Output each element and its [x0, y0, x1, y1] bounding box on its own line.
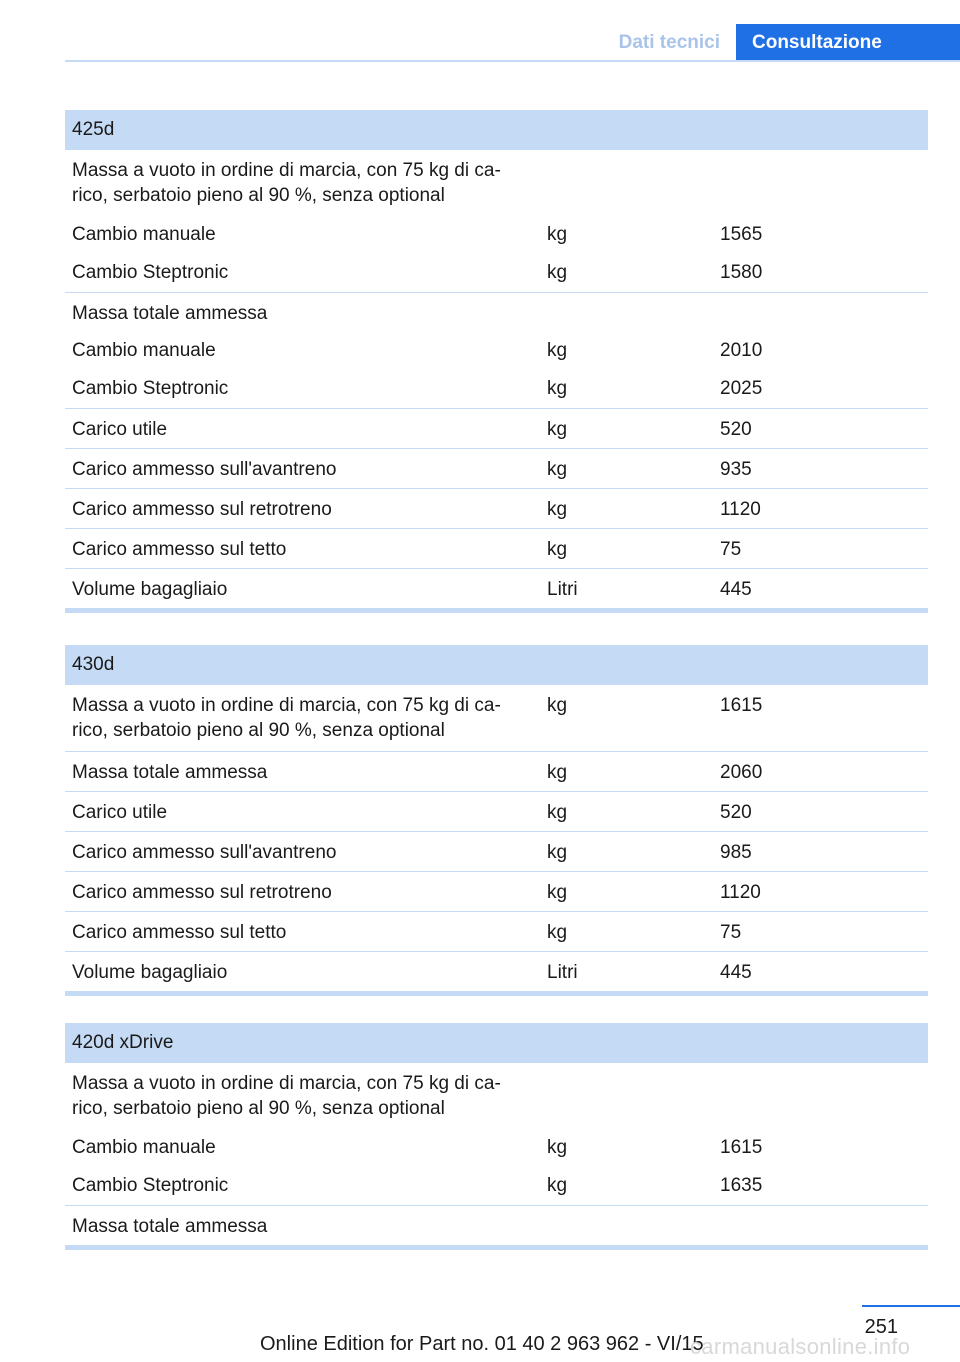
- table-row: [65, 448, 928, 488]
- label-line-2: rico, serbatoio pieno al 90 %, senza optional: [72, 185, 445, 206]
- row-unit: kg: [547, 224, 568, 245]
- row-value: 445: [720, 579, 752, 600]
- row-unit: kg: [547, 1137, 568, 1158]
- table-title: 420d xDrive: [65, 1023, 928, 1063]
- row-value: 2060: [720, 762, 763, 783]
- row-value: 75: [720, 539, 742, 560]
- row-label: [65, 158, 540, 208]
- row-unit: kg: [547, 1175, 568, 1196]
- table-row: [65, 528, 928, 568]
- label-line-2: rico, serbatoio pieno al 90 %, senza optional: [72, 720, 445, 741]
- row-label: Cambio Steptronic: [72, 262, 229, 283]
- row-value: 445: [720, 962, 752, 983]
- row-unit: kg: [547, 459, 568, 480]
- table-title: 425d: [65, 110, 928, 150]
- row-value: 1615: [720, 1137, 763, 1158]
- row-label: Massa totale ammessa: [72, 1216, 268, 1237]
- row-value: 1120: [720, 499, 761, 520]
- row-unit: kg: [547, 419, 568, 440]
- row-label: [65, 693, 540, 743]
- table-row: [65, 831, 928, 871]
- table-row: [65, 951, 928, 991]
- edition-note: Online Edition for Part no. 01 40 2 963 962 - VI/15: [260, 1333, 704, 1355]
- row-label: Massa totale ammessa: [72, 303, 268, 324]
- table-title: 430d: [65, 645, 928, 685]
- table-row: [65, 791, 928, 831]
- row-value: 935: [720, 459, 752, 480]
- row-value: 1120: [720, 882, 761, 903]
- row-value: 1580: [720, 262, 763, 283]
- table-row: [65, 408, 928, 448]
- row-unit: Litri: [547, 579, 578, 600]
- table-row: [65, 1129, 928, 1167]
- row-unit: kg: [547, 378, 568, 399]
- row-value: 2025: [720, 378, 763, 399]
- row-unit: [540, 1071, 713, 1121]
- row-unit: kg: [547, 340, 568, 361]
- row-label: Cambio Steptronic: [72, 378, 229, 399]
- table-row: [65, 751, 928, 791]
- row-unit: kg: [547, 499, 568, 520]
- row-label: Carico ammesso sul retrotreno: [72, 882, 332, 903]
- row-label: Volume bagagliaio: [72, 962, 228, 983]
- row-label: Massa totale ammessa: [72, 762, 268, 783]
- row-label: Carico ammesso sull'avantreno: [72, 842, 337, 863]
- table-row: [65, 1063, 928, 1129]
- table-row: [65, 292, 928, 332]
- row-label: Cambio manuale: [72, 1137, 216, 1158]
- row-value: 520: [720, 419, 752, 440]
- row-unit: [540, 1214, 713, 1239]
- row-value: [713, 158, 928, 208]
- watermark: carmanualsonline.info: [690, 1334, 911, 1359]
- table-row: [65, 911, 928, 951]
- page-number: 251: [864, 1316, 898, 1338]
- table-row: [65, 685, 928, 751]
- row-label: Cambio manuale: [72, 224, 216, 245]
- table-row: [65, 488, 928, 528]
- row-unit: [540, 301, 713, 326]
- row-label: Carico utile: [72, 419, 168, 440]
- label-line-1: Massa a vuoto in ordine di marcia, con 75 kg di ca-: [72, 1073, 501, 1094]
- row-label: Cambio manuale: [72, 340, 216, 361]
- row-value: 1615: [720, 695, 763, 716]
- row-label: Carico utile: [72, 802, 168, 823]
- spec-table-420d-xdrive: [65, 1023, 928, 1250]
- row-unit: kg: [547, 262, 568, 283]
- row-unit: kg: [547, 539, 568, 560]
- row-label: Carico ammesso sul tetto: [72, 539, 287, 560]
- section-title: Dati tecnici: [618, 32, 720, 53]
- row-label: Volume bagagliaio: [72, 579, 228, 600]
- label-line-1: Massa a vuoto in ordine di marcia, con 75 kg di ca-: [72, 160, 501, 181]
- row-unit: [540, 158, 713, 208]
- row-value: 2010: [720, 340, 763, 361]
- row-label: [65, 1071, 540, 1121]
- label-line-2: rico, serbatoio pieno al 90 %, senza optional: [72, 1098, 445, 1119]
- page-header: [65, 24, 960, 62]
- table-row: [65, 254, 928, 292]
- row-label: Cambio Steptronic: [72, 1175, 229, 1196]
- row-unit: kg: [547, 922, 568, 943]
- table-row: [65, 216, 928, 254]
- row-unit: kg: [547, 802, 568, 823]
- table-row: [65, 568, 928, 608]
- table-row: [65, 1167, 928, 1205]
- table-row: [65, 370, 928, 408]
- row-value: 985: [720, 842, 752, 863]
- table-row: [65, 150, 928, 216]
- row-unit: kg: [547, 762, 568, 783]
- row-label: Carico ammesso sull'avantreno: [72, 459, 337, 480]
- row-value: [713, 1214, 928, 1239]
- row-value: [713, 301, 928, 326]
- row-value: 1635: [720, 1175, 763, 1196]
- row-unit: kg: [547, 695, 568, 716]
- footer-divider: [862, 1305, 960, 1307]
- row-label: Carico ammesso sul retrotreno: [72, 499, 332, 520]
- row-label: Carico ammesso sul tetto: [72, 922, 287, 943]
- row-unit: Litri: [547, 962, 578, 983]
- row-value: 1565: [720, 224, 763, 245]
- table-row: [65, 332, 928, 370]
- spec-table-430d: [65, 645, 928, 996]
- row-value: 520: [720, 802, 752, 823]
- spec-table-425d: [65, 110, 928, 613]
- label-line-1: Massa a vuoto in ordine di marcia, con 75 kg di ca-: [72, 695, 501, 716]
- chapter-tab: Consultazione: [736, 24, 960, 62]
- table-row: [65, 1205, 928, 1245]
- row-unit: kg: [547, 882, 568, 903]
- row-unit: kg: [547, 842, 568, 863]
- table-row: [65, 871, 928, 911]
- row-value: [713, 1071, 928, 1121]
- row-value: 75: [720, 922, 742, 943]
- header-divider: [65, 60, 960, 62]
